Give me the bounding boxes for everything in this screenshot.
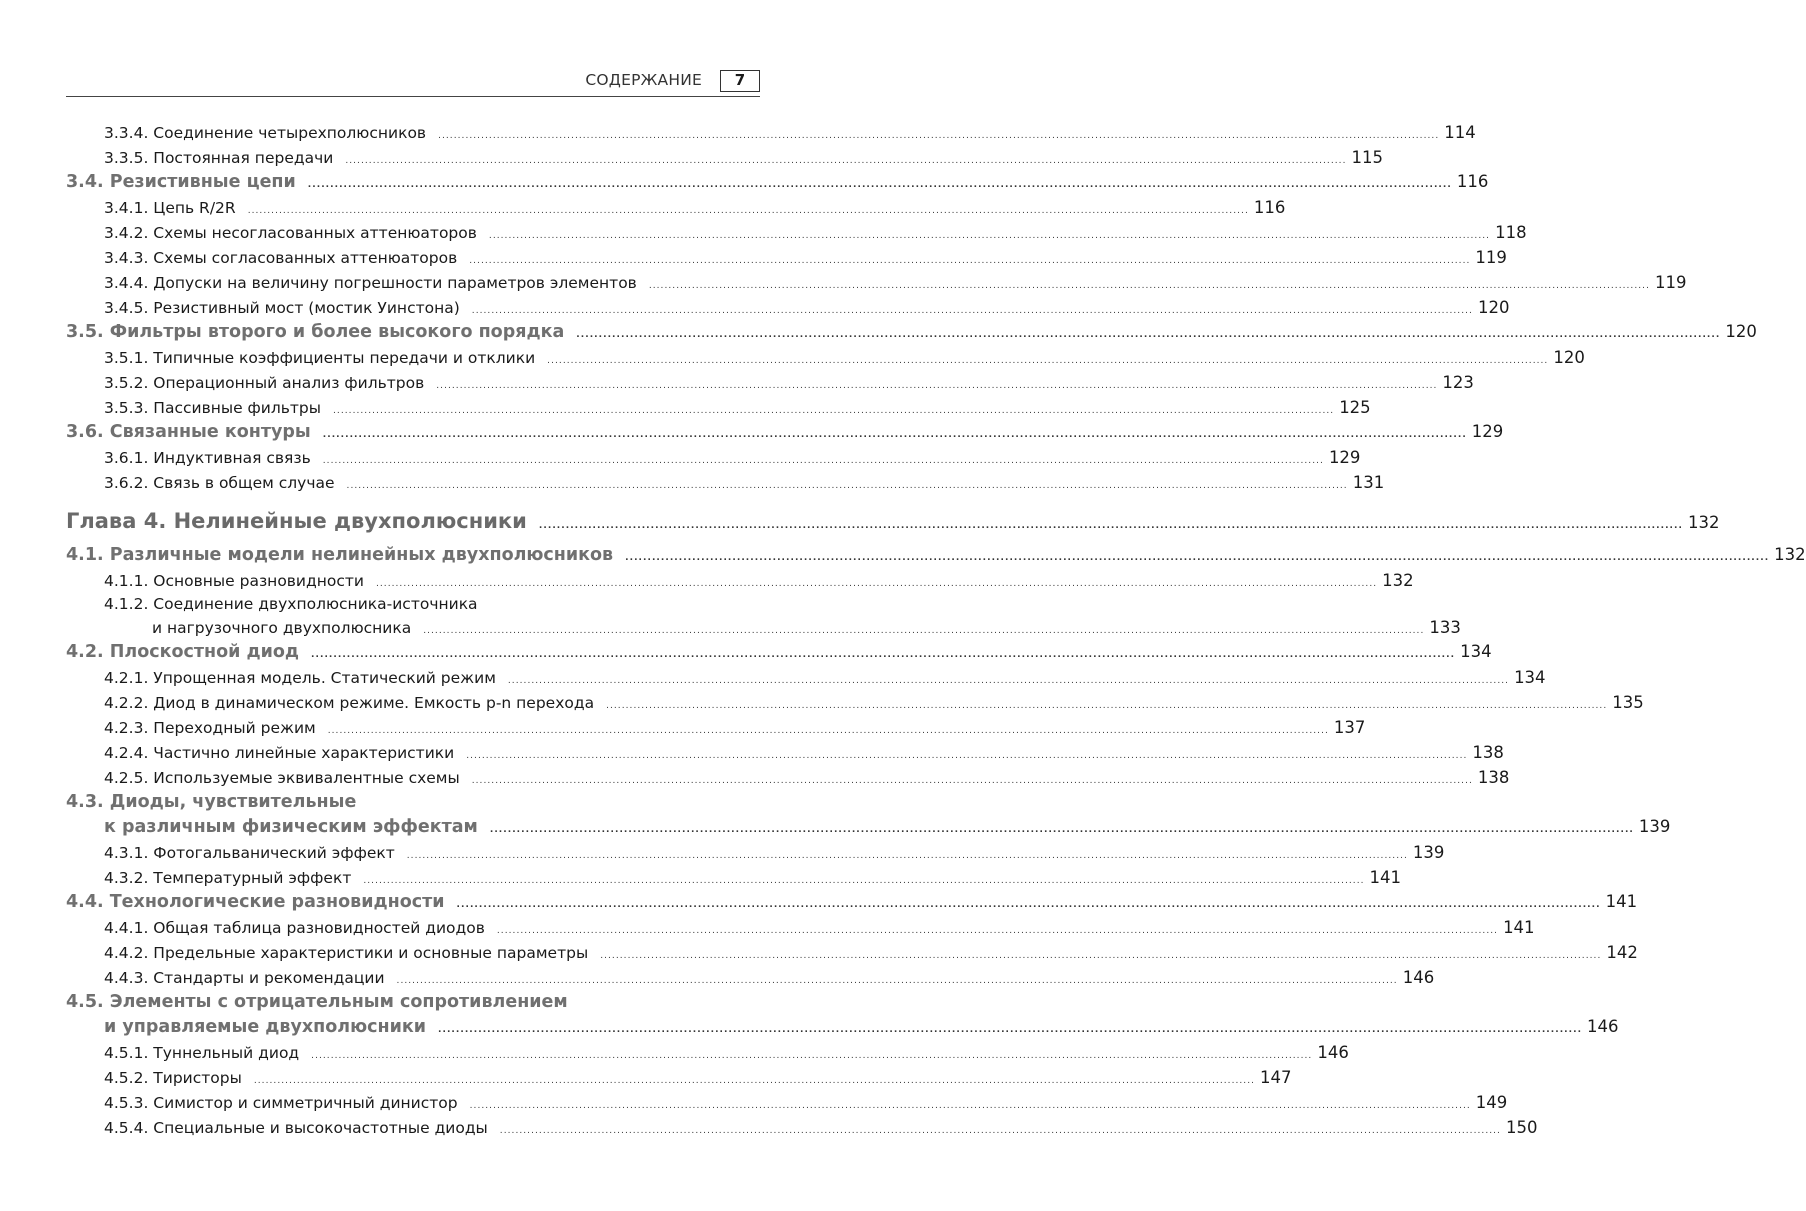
toc-section-line1[interactable]: 4.5. Элементы с отрицательным сопротивлением — [66, 992, 568, 1012]
toc-entry[interactable]: 4.2.2. Диод в динамическом режиме. Емкость p-n перехода ..... 135 — [66, 693, 798, 712]
toc-entry[interactable]: 3.6.1. Индуктивная связь ..... 129 — [66, 448, 798, 467]
toc-entry[interactable]: 4.2.5. Используемые эквивалентные схемы ..... 138 — [66, 768, 798, 787]
toc-entry[interactable]: 4.2.3. Переходный режим ..... 137 — [66, 718, 798, 737]
toc-entry[interactable]: и нагрузочного двухполюсника ..... 133 — [66, 618, 846, 637]
toc-entry[interactable]: 4.1.1. Основные разновидности ..... 132 — [66, 571, 798, 590]
toc-entry[interactable]: 4.3.2. Температурный эффект ..... 141 — [66, 868, 798, 887]
toc-entry[interactable]: 4.5.2. Тиристоры ..... 147 — [66, 1068, 798, 1087]
toc-entry[interactable]: 3.4.1. Цепь R/2R ..... 116 — [66, 198, 798, 217]
toc-entry[interactable]: 3.6.2. Связь в общем случае ..... 131 — [66, 473, 798, 492]
toc-entry[interactable]: 3.4.4. Допуски на величину погрешности параметров элементов ..... 119 — [66, 273, 798, 292]
toc-entry[interactable]: 3.5.2. Операционный анализ фильтров ..... 123 — [66, 373, 798, 392]
toc-section-line1[interactable]: 4.3. Диоды, чувствительные — [66, 792, 357, 812]
toc-entry[interactable]: 3.4.2. Схемы несогласованных аттенюаторов ..... 118 — [66, 223, 798, 242]
toc-entry[interactable]: 4.5.3. Симистор и симметричный динистор ..... 149 — [66, 1093, 798, 1112]
toc-entry[interactable]: 3.3.5. Постоянная передачи ..... 115 — [66, 148, 798, 167]
page-number: 7 — [720, 70, 760, 92]
toc-entry[interactable]: 4.4.3. Стандарты и рекомендации ..... 146 — [66, 968, 798, 987]
toc-section[interactable]: и управляемые двухполюсники ..... 146 — [66, 1017, 798, 1037]
toc-section[interactable]: 3.4. Резистивные цепи ..... 116 — [66, 172, 760, 192]
toc-section[interactable]: 4.2. Плоскостной диод ..... 134 — [66, 642, 760, 662]
toc-section[interactable]: 3.6. Связанные контуры ..... 129 — [66, 422, 760, 442]
toc-entry[interactable]: 3.5.1. Типичные коэффициенты передачи и отклики ..... 120 — [66, 348, 798, 367]
running-title: СОДЕРЖАНИЕ — [585, 71, 702, 89]
toc-entry[interactable]: 4.2.4. Частично линейные характеристики ..... 138 — [66, 743, 798, 762]
toc-entry[interactable]: 4.3.1. Фотогальванический эффект ..... 139 — [66, 843, 798, 862]
toc-section[interactable]: 4.4. Технологические разновидности ..... 141 — [66, 892, 760, 912]
toc-entry[interactable]: 4.5.1. Туннельный диод ..... 146 — [66, 1043, 798, 1062]
page-header — [66, 70, 760, 97]
toc-entry[interactable]: 3.4.5. Резистивный мост (мостик Уинстона) ..... 120 — [66, 298, 798, 317]
toc-entry[interactable]: 3.5.3. Пассивные фильтры ..... 125 — [66, 398, 798, 417]
toc-entry-line1[interactable]: 4.1.2. Соединение двухполюсника-источника — [104, 595, 478, 613]
toc-entry[interactable]: 4.4.1. Общая таблица разновидностей диодов ..... 141 — [66, 918, 798, 937]
toc-entry[interactable]: 4.2.1. Упрощенная модель. Статический режим ..... 134 — [66, 668, 798, 687]
toc-section[interactable]: к различным физическим эффектам ..... 139 — [66, 817, 798, 837]
toc-section[interactable]: 4.1. Различные модели нелинейных двухполюсников ..... 132 — [66, 545, 760, 565]
toc-section[interactable]: 3.5. Фильтры второго и более высокого порядка ..... 120 — [66, 322, 760, 342]
toc-chapter[interactable]: Глава 4. Нелинейные двухполюсники ..... 132 — [66, 509, 760, 533]
toc-entry[interactable]: 3.4.3. Схемы согласованных аттенюаторов ..... 119 — [66, 248, 798, 267]
toc-entry[interactable]: 4.5.4. Специальные и высокочастотные диоды ..... 150 — [66, 1118, 798, 1137]
toc-entry[interactable]: 4.4.2. Предельные характеристики и основные параметры ..... 142 — [66, 943, 798, 962]
toc-entry[interactable]: 3.3.4. Соединение четырехполюсников ..... 114 — [66, 123, 798, 142]
